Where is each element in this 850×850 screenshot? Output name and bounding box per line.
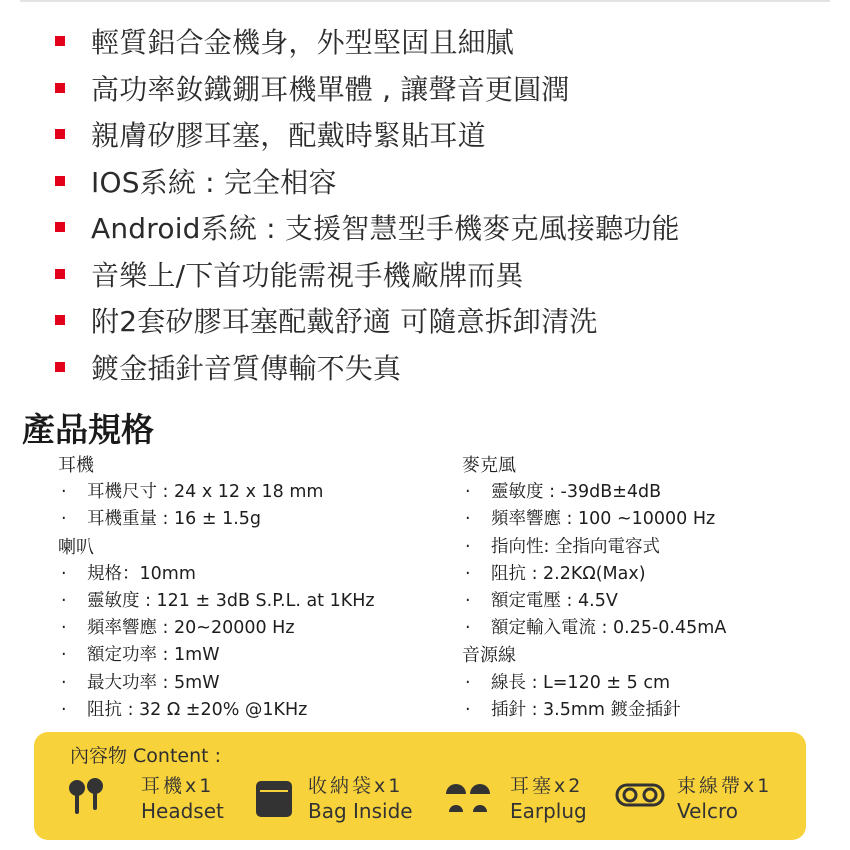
contents-item-en: Velcro xyxy=(677,799,739,823)
contents-item-en: Earplug xyxy=(510,799,587,823)
spec-item-text: 頻率響應 : 20~20000 Hz xyxy=(87,618,295,639)
contents-item-headset xyxy=(141,774,224,824)
feature-item xyxy=(55,18,835,65)
spec-item-text: 阻抗 : 2.2KΩ(Max) xyxy=(491,563,646,584)
spec-item-text: 耳機重量 : 16 ± 1.5g xyxy=(87,509,262,530)
spec-item xyxy=(58,588,448,615)
dot-bullet-icon: · xyxy=(465,482,471,503)
headset-icon xyxy=(69,778,103,818)
spec-section-heading: 喇叭 xyxy=(58,536,94,558)
feature-text: 親膚矽膠耳塞，配戴時緊貼耳道 xyxy=(91,119,486,153)
contents-item-en: Bag Inside xyxy=(308,799,413,823)
contents-item-velcro xyxy=(677,774,772,824)
spec-item xyxy=(462,561,850,588)
spec-item xyxy=(58,670,448,697)
spec-item-text: 插針 : 3.5mm 鍍金插針 xyxy=(491,699,681,720)
spec-item xyxy=(462,479,850,506)
feature-item xyxy=(55,344,835,391)
spec-item xyxy=(462,534,850,561)
spec-item xyxy=(462,697,850,724)
top-divider xyxy=(20,0,830,2)
spec-item xyxy=(462,506,850,533)
contents-item-earplug xyxy=(510,774,587,824)
dot-bullet-icon: · xyxy=(61,618,67,639)
feature-text: 高功率釹鐵錋耳機單體 , 讓聲音更圓潤 xyxy=(91,72,570,106)
feature-item xyxy=(55,111,835,158)
dot-bullet-icon: · xyxy=(61,645,67,666)
spec-item-text: 頻率響應 : 100 ~10000 Hz xyxy=(491,509,716,530)
red-square-bullet-icon xyxy=(55,36,65,46)
dot-bullet-icon: · xyxy=(61,482,67,503)
dot-bullet-icon: · xyxy=(465,536,471,557)
red-square-bullet-icon xyxy=(55,222,65,232)
red-square-bullet-icon xyxy=(55,176,65,186)
feature-item xyxy=(55,158,835,205)
spec-column-left xyxy=(58,452,448,724)
contents-item-en: Headset xyxy=(141,799,224,823)
spec-item xyxy=(462,615,850,642)
contents-item-zh: 束線帶x1 xyxy=(677,775,773,797)
velcro-icon xyxy=(615,782,665,808)
spec-item-text: 額定輸入電流 : 0.25-0.45mA xyxy=(491,618,727,639)
spec-item xyxy=(462,670,850,697)
spec-column-right xyxy=(462,452,850,724)
feature-text: IOS系統 : 完全相容 xyxy=(91,165,337,199)
spec-item-text: 指向性: 全指向電容式 xyxy=(491,536,660,557)
spec-item-text: 線長 : L=120 ± 5 cm xyxy=(491,672,670,693)
spec-item xyxy=(58,615,448,642)
dot-bullet-icon: · xyxy=(61,699,67,720)
dot-bullet-icon: · xyxy=(465,590,471,611)
spec-section-heading: 音源線 xyxy=(462,645,516,667)
spec-item xyxy=(58,642,448,669)
red-square-bullet-icon xyxy=(55,362,65,372)
dot-bullet-icon: · xyxy=(61,590,67,611)
spec-item-text: 最大功率 : 5mW xyxy=(87,672,220,693)
feature-item xyxy=(55,204,835,251)
earplug-icon xyxy=(444,776,492,814)
spec-section-heading: 耳機 xyxy=(58,455,94,476)
spec-item-text: 額定電壓 : 4.5V xyxy=(491,590,618,611)
feature-item xyxy=(55,297,835,344)
spec-item xyxy=(58,697,448,724)
spec-title: 產品規格 xyxy=(22,410,154,449)
spec-section-heading: 麥克風 xyxy=(462,455,516,476)
spec-item xyxy=(58,506,448,533)
contents-item-zh: 收納袋x1 xyxy=(308,775,404,797)
contents-item-zh: 耳塞x2 xyxy=(510,775,584,797)
contents-item-bag xyxy=(308,774,413,824)
spec-item xyxy=(58,479,448,506)
red-square-bullet-icon xyxy=(55,129,65,139)
dot-bullet-icon: · xyxy=(61,672,67,693)
dot-bullet-icon: · xyxy=(61,563,67,584)
dot-bullet-icon: · xyxy=(465,509,471,530)
spec-item-text: 規格：10mm xyxy=(87,563,196,584)
dot-bullet-icon: · xyxy=(61,509,67,530)
feature-list xyxy=(55,18,835,390)
package-contents-title: 內容物 Content : xyxy=(70,745,222,767)
feature-text: 輕質鋁合金機身，外型堅固且細膩 xyxy=(91,26,515,60)
bag-icon xyxy=(255,780,293,818)
dot-bullet-icon: · xyxy=(465,672,471,693)
spec-item-text: 額定功率 : 1mW xyxy=(87,645,220,666)
package-contents-panel xyxy=(34,732,806,840)
feature-text: 鍍金插針音質傳輸不失真 xyxy=(91,351,402,385)
red-square-bullet-icon xyxy=(55,315,65,325)
contents-item-zh: 耳機x1 xyxy=(141,775,215,797)
dot-bullet-icon: · xyxy=(465,699,471,720)
red-square-bullet-icon xyxy=(55,83,65,93)
spec-item-text: 耳機尺寸 : 24 x 12 x 18 mm xyxy=(87,482,324,503)
spec-item xyxy=(58,561,448,588)
dot-bullet-icon: · xyxy=(465,618,471,639)
feature-text: Android系統 : 支援智慧型手機麥克風接聽功能 xyxy=(91,212,680,246)
feature-item xyxy=(55,65,835,112)
feature-item xyxy=(55,251,835,298)
feature-text: 附2套矽膠耳塞配戴舒適 可隨意拆卸清洗 xyxy=(91,305,598,339)
spec-item-text: 靈敏度 : -39dB±4dB xyxy=(491,482,662,503)
spec-item xyxy=(462,588,850,615)
spec-item-text: 阻抗 : 32 Ω ±20% @1KHz xyxy=(87,699,308,720)
dot-bullet-icon: · xyxy=(465,563,471,584)
red-square-bullet-icon xyxy=(55,269,65,279)
spec-item-text: 靈敏度 : 121 ± 3dB S.P.L. at 1KHz xyxy=(87,590,375,611)
feature-text: 音樂上/下首功能需視手機廠牌而異 xyxy=(91,258,524,292)
